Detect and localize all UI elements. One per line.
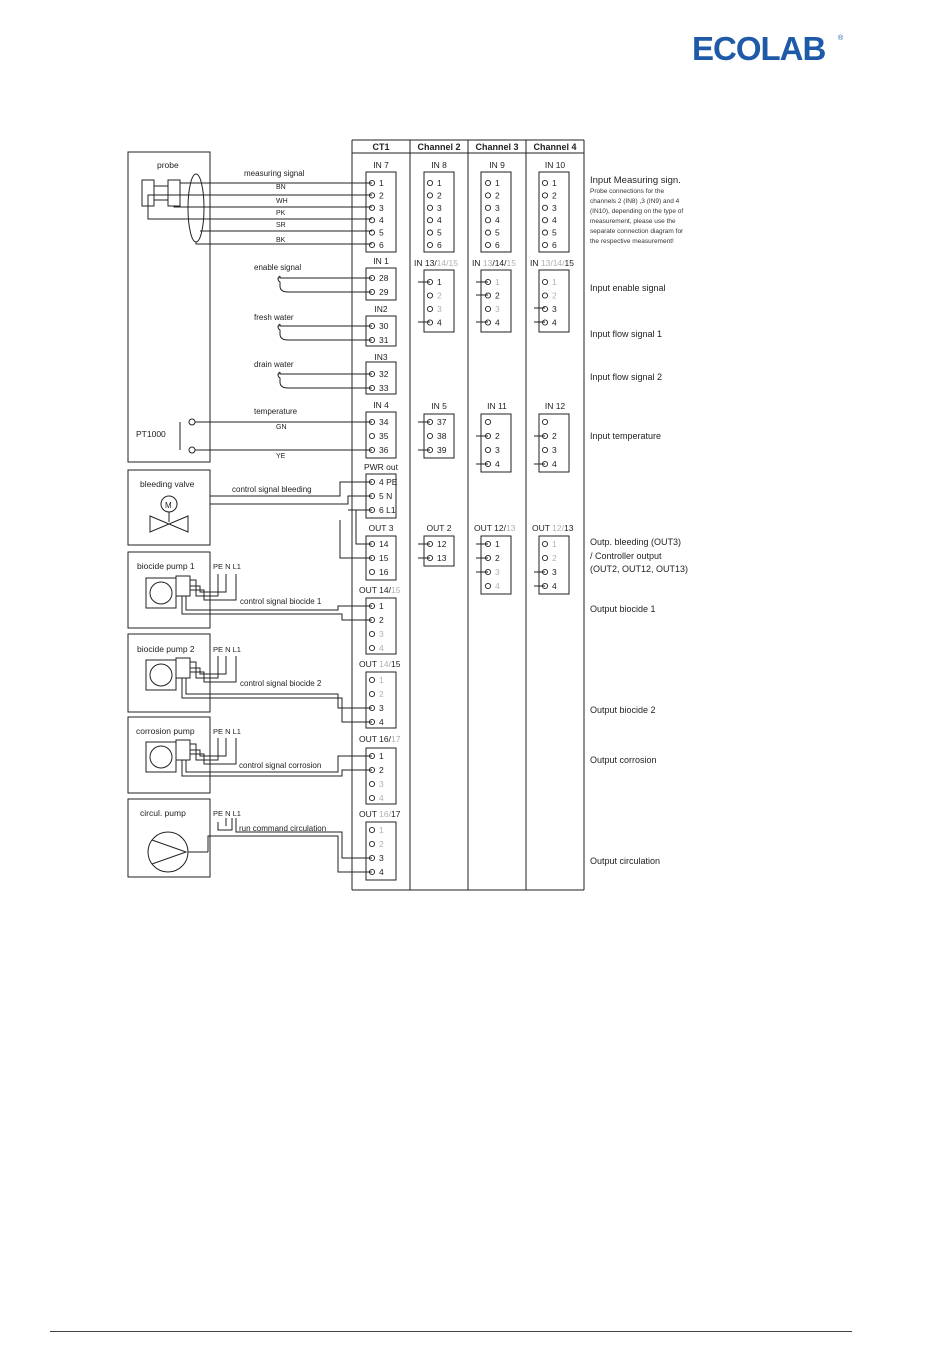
in4-pin-label: 35 bbox=[379, 431, 389, 441]
out14-2-pin-marker bbox=[369, 677, 374, 682]
in9-pin-label: 6 bbox=[495, 240, 500, 250]
out16-1-pin-label: 2 bbox=[379, 765, 384, 775]
in12-pin-label: 2 bbox=[552, 431, 557, 441]
label-in11: IN 11 bbox=[487, 401, 507, 411]
in9-pin-marker bbox=[485, 242, 490, 247]
out13-pin-label: 4 bbox=[552, 581, 557, 591]
out16-2-pin-label: 2 bbox=[379, 839, 384, 849]
in11-pin-label: 2 bbox=[495, 431, 500, 441]
pwr-out-pin-label: 6 L1 bbox=[379, 505, 396, 515]
in13-c3-pin-label: 3 bbox=[495, 304, 500, 314]
right-input-measuring: Input Measuring sign. bbox=[590, 175, 681, 186]
out14-2-pin-label: 3 bbox=[379, 703, 384, 713]
wire-enable-signal: enable signal bbox=[254, 263, 302, 272]
out16-1-pin-marker bbox=[369, 795, 374, 800]
out14-1-pin-label: 4 bbox=[379, 643, 384, 653]
out3-pin-label: 16 bbox=[379, 567, 389, 577]
out14-2-pin-label: 4 bbox=[379, 717, 384, 727]
in13-c2-pin-label: 4 bbox=[437, 317, 442, 328]
in12-pin-label: 3 bbox=[552, 445, 557, 455]
in8-pin-marker bbox=[427, 193, 432, 198]
in13-c3-pin-label: 1 bbox=[495, 277, 500, 287]
right-input-enable: Input enable signal bbox=[590, 283, 666, 293]
probe-note-line-6: the respective measurement! bbox=[590, 238, 674, 245]
in9-pin-label: 5 bbox=[495, 227, 500, 238]
in7-pin-label: 2 bbox=[379, 190, 384, 201]
pe-n-l1-4: PE N L1 bbox=[213, 809, 241, 818]
in5-pin-label: 37 bbox=[437, 417, 447, 427]
wire-control-signal-biocide-1: control signal biocide 1 bbox=[240, 597, 322, 606]
in13-c4-pin-label: 2 bbox=[552, 290, 557, 301]
label-in8: IN 8 bbox=[431, 160, 447, 170]
out16-2-pin-label: 1 bbox=[379, 825, 384, 835]
in10-pin-label: 3 bbox=[552, 202, 557, 213]
right-output-corrosion: Output corrosion bbox=[590, 755, 657, 765]
out14-1-pin-label: 2 bbox=[379, 615, 384, 625]
wire-wh: WH bbox=[276, 198, 288, 205]
in8-pin-marker bbox=[427, 218, 432, 223]
out13-pin-label: 3 bbox=[552, 567, 557, 577]
out2-pin-label: 13 bbox=[437, 553, 447, 563]
in13-c2-pin-label: 2 bbox=[437, 290, 442, 301]
in9-pin-marker bbox=[485, 180, 490, 185]
in5-pin-label: 38 bbox=[437, 431, 447, 441]
in13-c2-pin-label: 1 bbox=[437, 277, 442, 287]
wire-measuring-signal: measuring signal bbox=[244, 169, 305, 178]
probe-note-line-2: channels 2 (IN8) ,3 (IN9) and 4 bbox=[590, 198, 680, 205]
in7-pin-label: 3 bbox=[379, 202, 384, 213]
header-channel-2: Channel 2 bbox=[417, 142, 461, 152]
in8-pin-marker bbox=[427, 242, 432, 247]
logo-text: ECOLAB bbox=[692, 30, 826, 67]
out12-pin-label: 2 bbox=[495, 553, 500, 563]
in10-pin-marker bbox=[542, 193, 547, 198]
in5-pin-marker bbox=[427, 433, 432, 438]
in10-pin-label: 6 bbox=[552, 240, 557, 250]
pwr-out-pin-label: 4 PE bbox=[379, 477, 398, 487]
in8-pin-label: 6 bbox=[437, 240, 442, 250]
in3-pin-label: 32 bbox=[379, 369, 389, 379]
wire-temperature: temperature bbox=[254, 407, 298, 416]
label-in13-c4: IN 13/14/15 bbox=[530, 258, 574, 268]
in12-pin-marker bbox=[542, 447, 547, 452]
wire-ye: YE bbox=[276, 453, 286, 460]
label-in7: IN 7 bbox=[373, 160, 389, 170]
in13-c2-pin-label: 3 bbox=[437, 304, 442, 314]
right-output-biocide-1: Output biocide 1 bbox=[590, 604, 656, 614]
label-in13-c2: IN 13/14/15 bbox=[414, 258, 458, 268]
out12-pin-label: 3 bbox=[495, 567, 500, 577]
in8-pin-label: 3 bbox=[437, 202, 442, 213]
cable-shield-ellipse bbox=[188, 174, 204, 242]
wire-bn: BN bbox=[276, 184, 286, 191]
in4-pin-marker bbox=[369, 433, 374, 438]
wire-fresh-water: fresh water bbox=[254, 313, 294, 322]
out14-2-pin-label: 2 bbox=[379, 689, 384, 699]
label-out3: OUT 3 bbox=[368, 523, 394, 533]
wire-run-command-circulation: run command circulation bbox=[239, 824, 327, 833]
in5-pin-label: 39 bbox=[437, 445, 447, 455]
in4-pin-label: 36 bbox=[379, 445, 389, 455]
probe-note-line-4: measurement, please use the bbox=[590, 218, 676, 225]
out12-pin-label: 4 bbox=[495, 581, 500, 591]
out12-pin-label: 1 bbox=[495, 539, 500, 549]
out13-pin-label: 1 bbox=[552, 539, 557, 549]
in10-pin-label: 5 bbox=[552, 227, 557, 238]
in11-pin-label: 4 bbox=[495, 459, 500, 469]
out13-pin-label: 2 bbox=[552, 553, 557, 563]
out16-2-pin-label: 4 bbox=[379, 867, 384, 877]
in7-pin-label: 4 bbox=[379, 215, 384, 226]
in11-pin-label: 3 bbox=[495, 445, 500, 455]
in13-c3-pin-label: 4 bbox=[495, 317, 500, 328]
out3-pin-label: 15 bbox=[379, 553, 389, 563]
in10-pin-marker bbox=[542, 205, 547, 210]
probe-note-line-1: Probe connections for the bbox=[590, 188, 665, 195]
label-pwr-out: PWR out bbox=[363, 462, 399, 472]
device-biocide-pump-2: biocide pump 2 bbox=[137, 644, 195, 654]
wire-gn: GN bbox=[276, 424, 287, 431]
in13-c4-pin-marker bbox=[542, 279, 547, 284]
label-out14-2: OUT 14/15 bbox=[359, 659, 401, 669]
in7-pin-marker bbox=[369, 242, 374, 247]
out16-2-pin-marker bbox=[369, 827, 374, 832]
probe-panel bbox=[128, 152, 210, 462]
device-probe: probe bbox=[157, 160, 179, 170]
probe-sensor-right bbox=[168, 180, 180, 206]
device-bleeding-valve: bleeding valve bbox=[140, 479, 195, 489]
in12-pin-marker bbox=[542, 419, 547, 424]
in10-pin-label: 1 bbox=[552, 178, 557, 188]
label-in2: IN2 bbox=[374, 304, 388, 314]
in9-pin-marker bbox=[485, 205, 490, 210]
wire-drain-water: drain water bbox=[254, 360, 294, 369]
wire-sr: SR bbox=[276, 222, 286, 229]
out14-1-pin-label: 3 bbox=[379, 629, 384, 639]
in11-pin-marker bbox=[485, 419, 490, 424]
right-input-temperature: Input temperature bbox=[590, 431, 662, 441]
in7-pin-label: 5 bbox=[379, 227, 384, 238]
in10-pin-label: 4 bbox=[552, 215, 557, 226]
in13-c4-pin-label: 4 bbox=[552, 317, 557, 328]
wire-control-signal-bleeding: control signal bleeding bbox=[232, 485, 312, 494]
label-in13-c3: IN 13/14/15 bbox=[472, 258, 516, 268]
in8-pin-marker bbox=[427, 205, 432, 210]
right-input-flow-2: Input flow signal 2 bbox=[590, 372, 663, 382]
logo-registered-mark: ® bbox=[838, 35, 844, 42]
in2-pin-label: 30 bbox=[379, 321, 389, 331]
device-circul-pump: circul. pump bbox=[140, 808, 186, 818]
label-in4: IN 4 bbox=[373, 400, 389, 410]
header-channel-3: Channel 3 bbox=[475, 142, 519, 152]
circul-pump-circle bbox=[148, 832, 188, 872]
in13-c4-pin-label: 1 bbox=[552, 277, 557, 287]
in9-pin-label: 3 bbox=[495, 202, 500, 213]
out13-pin-marker bbox=[542, 541, 547, 546]
pe-n-l1-1: PE N L1 bbox=[213, 562, 241, 571]
wire-control-signal-biocide-2: control signal biocide 2 bbox=[240, 679, 322, 688]
in9-pin-label: 1 bbox=[495, 178, 500, 188]
label-out16-1: OUT 16/17 bbox=[359, 734, 401, 744]
out14-2-pin-label: 1 bbox=[379, 675, 384, 685]
in12-pin-label: 4 bbox=[552, 459, 557, 469]
in10-pin-label: 2 bbox=[552, 190, 557, 201]
in8-pin-marker bbox=[427, 230, 432, 235]
in10-pin-marker bbox=[542, 230, 547, 235]
header-channel-4: Channel 4 bbox=[533, 142, 577, 152]
in7-pin-marker bbox=[369, 205, 374, 210]
in7-pin-marker bbox=[369, 218, 374, 223]
in4-pin-label: 34 bbox=[379, 417, 389, 427]
in1-pin-label: 28 bbox=[379, 273, 389, 283]
in8-pin-label: 1 bbox=[437, 178, 442, 188]
device-pt1000: PT1000 bbox=[136, 429, 166, 439]
out3-pin-marker bbox=[369, 569, 374, 574]
out16-1-pin-marker bbox=[369, 781, 374, 786]
out3-pin-label: 14 bbox=[379, 539, 389, 549]
right-output-circulation: Output circulation bbox=[590, 856, 661, 866]
header-ct1: CT1 bbox=[372, 142, 390, 152]
in7-pin-label: 6 bbox=[379, 240, 384, 250]
out12-pin-marker bbox=[485, 583, 490, 588]
right-outp-bleeding-1: Outp. bleeding (OUT3) bbox=[590, 537, 682, 547]
in13-c2-pin-marker bbox=[427, 306, 432, 311]
out16-2-pin-label: 3 bbox=[379, 853, 384, 863]
in9-pin-marker bbox=[485, 218, 490, 223]
right-output-biocide-2: Output biocide 2 bbox=[590, 705, 656, 715]
pe-n-l1-2: PE N L1 bbox=[213, 645, 241, 654]
label-in1: IN 1 bbox=[373, 256, 389, 266]
pe-n-l1-3: PE N L1 bbox=[213, 727, 241, 736]
in8-pin-label: 4 bbox=[437, 215, 442, 226]
in10-pin-marker bbox=[542, 242, 547, 247]
right-input-flow-1: Input flow signal 1 bbox=[590, 329, 663, 339]
out14-1-pin-label: 1 bbox=[379, 601, 384, 611]
in13-c3-pin-label: 2 bbox=[495, 290, 500, 301]
right-outp-bleeding-2: / Controller output bbox=[590, 551, 662, 561]
wire-control-signal-corrosion: control signal corrosion bbox=[239, 761, 322, 770]
label-out2: OUT 2 bbox=[426, 523, 452, 533]
wire-bk: BK bbox=[276, 237, 286, 244]
out2-pin-label: 12 bbox=[437, 539, 447, 549]
label-out12: OUT 12/13 bbox=[474, 523, 516, 533]
out16-1-pin-label: 3 bbox=[379, 779, 384, 789]
in10-pin-marker bbox=[542, 180, 547, 185]
probe-note-line-3: (IN10), depending on the type of bbox=[590, 208, 684, 215]
label-in12: IN 12 bbox=[544, 401, 566, 411]
in7-pin-label: 1 bbox=[379, 178, 384, 188]
label-in9: IN 9 bbox=[489, 160, 505, 170]
in10-pin-marker bbox=[542, 218, 547, 223]
in1-pin-label: 29 bbox=[379, 287, 389, 297]
out14-2-pin-marker bbox=[369, 691, 374, 696]
in13-c4-pin-label: 3 bbox=[552, 304, 557, 314]
label-in10: IN 10 bbox=[544, 160, 566, 170]
motor-symbol-label: M bbox=[165, 501, 172, 510]
in9-pin-marker bbox=[485, 193, 490, 198]
out16-1-pin-label: 4 bbox=[379, 793, 384, 803]
in8-pin-label: 5 bbox=[437, 227, 442, 238]
in9-pin-marker bbox=[485, 230, 490, 235]
label-in3: IN3 bbox=[374, 352, 388, 362]
pwr-out-pin-label: 5 N bbox=[379, 491, 393, 501]
label-out14-1: OUT 14/15 bbox=[359, 585, 401, 595]
in13-c2-pin-marker bbox=[427, 293, 432, 298]
in8-pin-marker bbox=[427, 180, 432, 185]
label-out13: OUT 12/13 bbox=[532, 523, 574, 533]
label-in5: IN 5 bbox=[431, 401, 447, 411]
in2-pin-label: 31 bbox=[379, 335, 389, 345]
in9-pin-label: 4 bbox=[495, 215, 500, 226]
in13-c4-pin-marker bbox=[542, 293, 547, 298]
probe-note-line-5: separate connection diagram for bbox=[590, 228, 684, 235]
wire-pk: PK bbox=[276, 210, 286, 217]
probe-note bbox=[590, 188, 684, 245]
out13-pin-marker bbox=[542, 555, 547, 560]
label-out16-2: OUT 16/17 bbox=[359, 809, 401, 819]
out16-2-pin-marker bbox=[369, 841, 374, 846]
out14-1-pin-marker bbox=[369, 631, 374, 636]
footer-divider bbox=[50, 1331, 852, 1332]
out16-1-pin-label: 1 bbox=[379, 751, 384, 761]
out14-1-pin-marker bbox=[369, 645, 374, 650]
right-outp-bleeding-3: (OUT2, OUT12, OUT13) bbox=[590, 564, 689, 574]
in8-pin-label: 2 bbox=[437, 190, 442, 201]
in3-pin-label: 33 bbox=[379, 383, 389, 393]
in9-pin-label: 2 bbox=[495, 190, 500, 201]
in13-c3-pin-marker bbox=[485, 306, 490, 311]
device-biocide-pump-1: biocide pump 1 bbox=[137, 561, 195, 571]
in11-pin-marker bbox=[485, 447, 490, 452]
in13-c4-pin-marker bbox=[542, 306, 547, 311]
device-corrosion-pump: corrosion pump bbox=[136, 726, 195, 736]
